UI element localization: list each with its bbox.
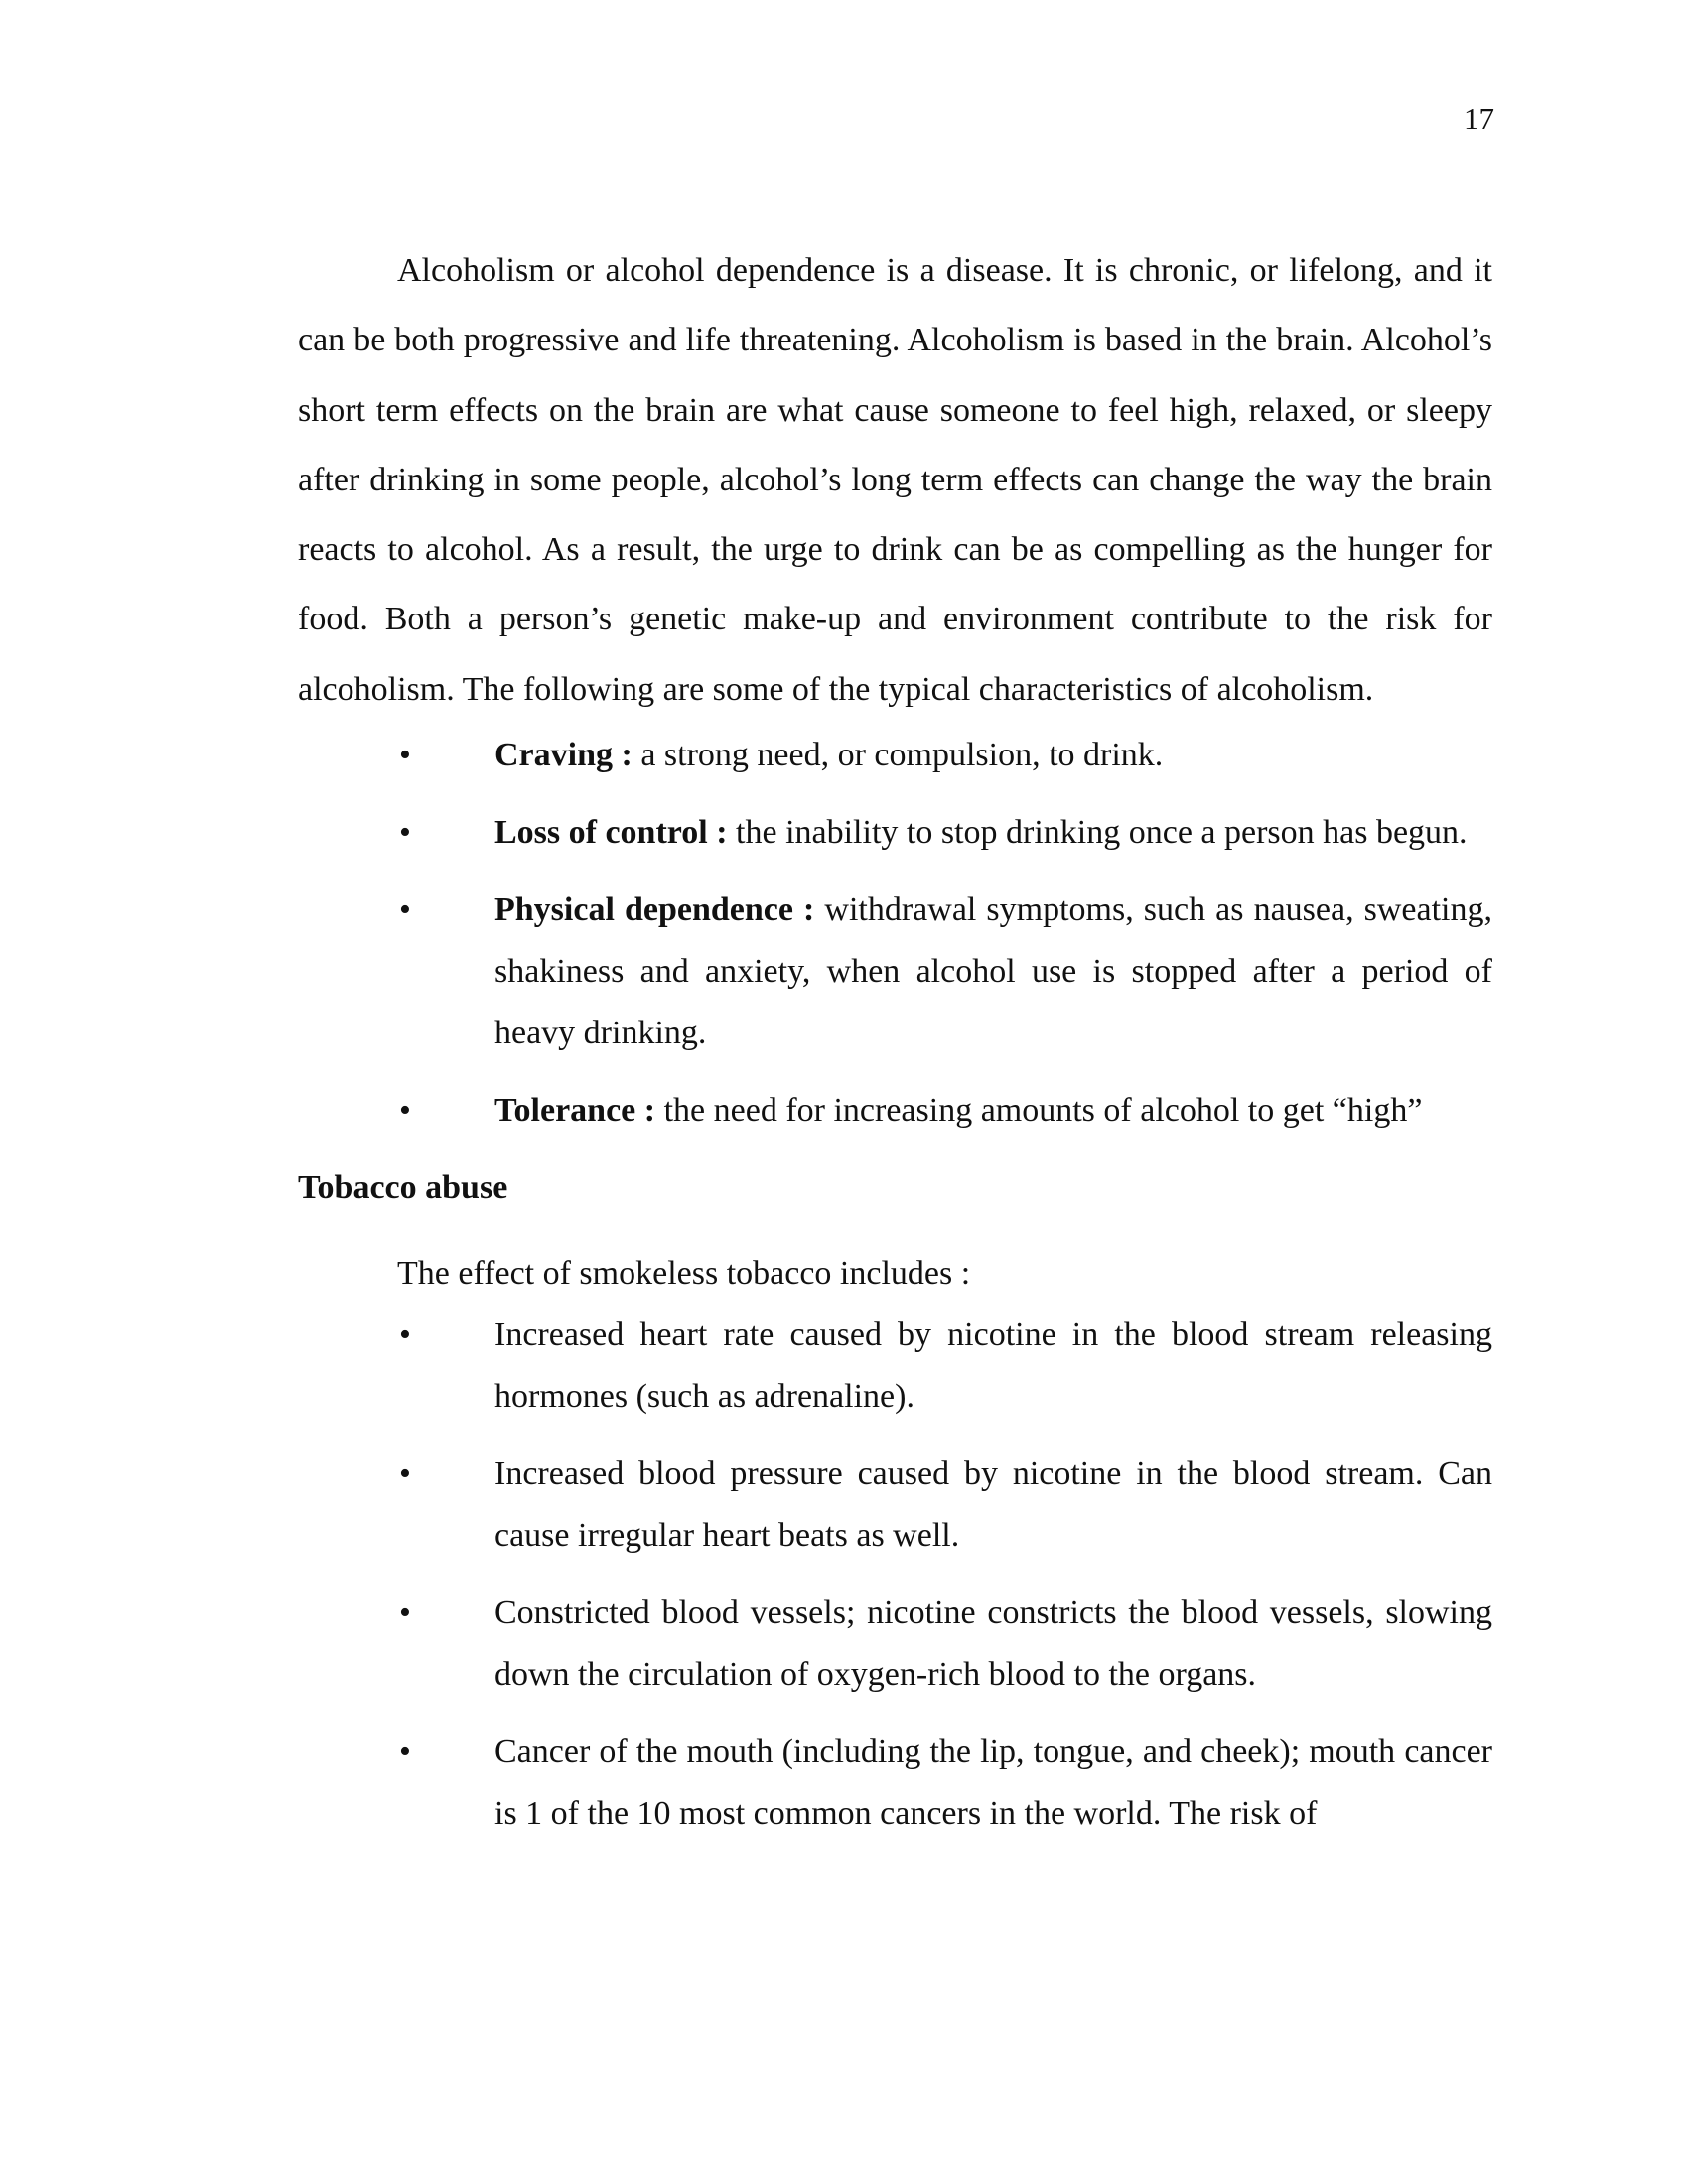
bullet-icon: • bbox=[399, 1733, 411, 1771]
list-item bbox=[298, 880, 1492, 1064]
effect-text: Cancer of the mouth (including the lip, tongue, and cheek); mouth cancer is 1 of the 10 most common cancers in the world. The risk of bbox=[494, 1733, 1492, 1833]
bullet-icon: • bbox=[399, 1316, 411, 1354]
list-item bbox=[298, 1443, 1492, 1567]
list-item bbox=[298, 1721, 1492, 1844]
section-heading: Tobacco abuse bbox=[298, 1169, 508, 1207]
bullet-icon: • bbox=[399, 814, 411, 852]
bullet-icon: • bbox=[399, 1594, 411, 1632]
list-item bbox=[298, 1582, 1492, 1706]
bullet-icon: • bbox=[399, 1092, 411, 1130]
page-content bbox=[298, 236, 1492, 1860]
term-description: withdrawal symptoms, such as nausea, sweating, shakiness and anxiety, when alcohol use is stopped after a period of heavy drinking. bbox=[494, 891, 1492, 1052]
bullet-icon: • bbox=[399, 737, 411, 774]
alcoholism-paragraph: Alcoholism or alcohol dependence is a disease. It is chronic, or lifelong, and it can be both progressive and life threatening. Alcoholism is based in the brain. Alcohol’s short term effects on the brain are what cause someone to feel high, relaxed, or sleepy after drinking in some people, alcohol’s long term effects can change the way the brain reacts to alcohol. As a result, the urge to drink can be as compelling as the hunger for food. Both a person’s genetic make-up and environment contribute to the risk for alcoholism. The following are some of the typical characteristics of alcoholism. bbox=[298, 252, 1492, 708]
bullet-icon: • bbox=[399, 891, 411, 929]
effect-text: Increased blood pressure caused by nicotine in the blood stream. Can cause irregular heart beats as well. bbox=[494, 1455, 1492, 1555]
term-label: Tolerance : bbox=[494, 1092, 656, 1130]
list-item bbox=[298, 1080, 1492, 1142]
term-label: Craving : bbox=[494, 737, 633, 774]
term-description: a strong need, or compulsion, to drink. bbox=[632, 737, 1164, 774]
term-label: Physical dependence : bbox=[494, 891, 815, 929]
list-item bbox=[298, 1304, 1492, 1428]
term-label: Loss of control : bbox=[494, 814, 728, 852]
list-item bbox=[298, 725, 1492, 786]
effect-text: Constricted blood vessels; nicotine constricts the blood vessels, slowing down the circulation of oxygen-rich blood to the organs. bbox=[494, 1594, 1492, 1694]
section-intro: The effect of smokeless tobacco includes : bbox=[397, 1255, 971, 1293]
effect-text: Increased heart rate caused by nicotine in the blood stream releasing hormones (such as adrenaline). bbox=[494, 1316, 1492, 1416]
term-description: the need for increasing amounts of alcohol to get “high” bbox=[655, 1092, 1423, 1130]
bullet-icon: • bbox=[399, 1455, 411, 1493]
page-number: 17 bbox=[1464, 101, 1494, 136]
list-item bbox=[298, 802, 1492, 864]
term-description: the inability to stop drinking once a person has begun. bbox=[727, 814, 1468, 852]
tobacco-effects-list bbox=[298, 1304, 1492, 1844]
alcoholism-characteristics-list bbox=[298, 725, 1492, 1142]
